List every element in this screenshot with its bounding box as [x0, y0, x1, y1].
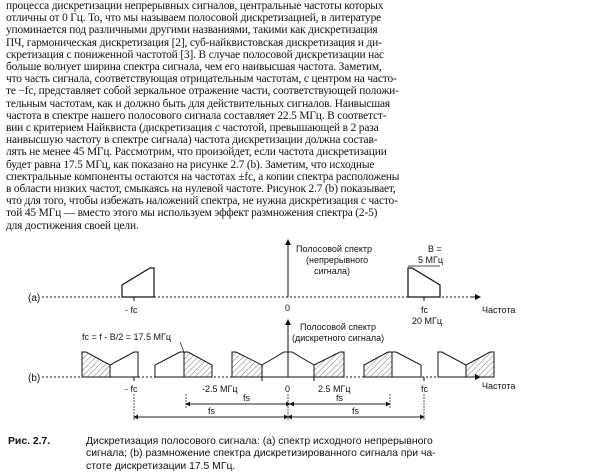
paragraph-line: спектральные компоненты остаются на частотах ±fc, а копии спектра расположены — [6, 170, 400, 183]
panel-b-copy-11 — [438, 352, 466, 377]
figure-caption — [8, 436, 588, 473]
panel-b-fs-2: fs — [336, 393, 344, 403]
panel-a-bandwidth-1: B = — [428, 244, 442, 254]
panel-b-fs-4: fs — [352, 406, 360, 416]
panel-a-zero: 0 — [285, 303, 291, 313]
paragraph-line: скретизация с пониженной частотой [3]. В случае полосовой дискретизации нас — [6, 48, 384, 61]
panel-b-copy-7 — [288, 352, 314, 377]
paragraph-line: той 45 МГц — вместо этого мы используем эффект размножения спектра (2-5) — [6, 207, 378, 220]
caption-label: Рис. 2.7. — [8, 436, 51, 447]
panel-a-spectrum-label-1: Полосовой спектр — [296, 244, 372, 254]
panel-b-label: (b) — [28, 373, 41, 384]
panel-b-copy-2 — [110, 352, 138, 377]
panel-b-copy-6 — [262, 352, 288, 377]
panel-b-formula: fc = f - B/2 = 17.5 МГц — [82, 332, 172, 342]
paragraph-line: отличны от 0 Гц. То, что мы называем полосовой дискретизацией, в литературе — [6, 12, 382, 25]
panel-a — [28, 240, 515, 326]
panel-b-pos-fc: fc — [421, 384, 429, 394]
panel-b-copy-8 — [314, 352, 344, 377]
paragraph-line: упоминается под различными другими названиями, такими как дискретизация — [6, 24, 378, 37]
panel-b-fs-1: fs — [243, 393, 251, 403]
paragraph-line: частота в спектре нашего полосового сигнала составляет 22.5 МГц. В соответст- — [6, 109, 387, 122]
panel-b-copy-3 — [155, 352, 184, 377]
panel-a-spectrum-label-2: (непрерывного — [306, 255, 369, 265]
panel-b-fs-arrows — [134, 393, 424, 420]
paragraph-line: в области низких частот, смыкаясь на нулевой частоте. Рисунок 2.7 (b) показывает, — [6, 183, 396, 196]
paragraph-line: будет равна 17.5 МГц, как показано на рисунке 2.7 (b). Заметим, что исходные — [6, 158, 375, 171]
panel-b-copy-5 — [232, 352, 262, 377]
panel-b-zero: 0 — [285, 384, 291, 394]
paragraph-line: что часть сигнала, соответствующая отрицательным частотам, с центром на часто- — [6, 73, 397, 86]
panel-a-neg-fc: - fc — [125, 305, 138, 315]
paragraph-line: ПЧ, гармоническая дискретизация [2], суб-найквистовская дискретизация и ди- — [6, 36, 382, 49]
panel-a-neg-spectrum — [122, 268, 154, 297]
paragraph-line: больше волнует ширина спектра сигнала, чем его наивысшая частота. Заметим, — [6, 61, 382, 74]
panel-b-spectrum-label-1: Полосовой спектр — [300, 322, 376, 332]
panel-b-pos-25: 2.5 МГц — [318, 384, 351, 394]
caption-line-2: сигнала; (b) размножение спектра дискретизированного сигнала при ча- — [86, 448, 436, 460]
paragraph-line: тельным частотам, как и должно быть для действительных сигналов. Наивысшая — [6, 97, 390, 110]
paragraph-line: процесса дискретизации непрерывных сигналов, центральные частоты которых — [6, 0, 384, 12]
panel-a-bandwidth-2: 5 МГц — [418, 255, 444, 265]
panel-a-pos-fc: fc — [421, 305, 429, 315]
panel-a-spectrum-label-3: сигнала) — [314, 266, 351, 276]
panel-b-neg-25: -2.5 МГц — [202, 384, 238, 394]
paragraph-line: вии с критерием Найквиста (дискретизация с частотой, превышающей в 2 раза — [6, 122, 379, 135]
panel-b-neg-fc: - fc — [125, 384, 138, 394]
panel-a-label: (a) — [28, 293, 41, 304]
paragraph-line: что для того, чтобы избежать наложений спектра, не нужна дискретизация с часто- — [6, 195, 398, 208]
panel-a-fc-value: 20 МГц — [412, 316, 443, 326]
panel-b-copy-1 — [82, 352, 110, 377]
panel-b-copy-12 — [466, 352, 494, 377]
panel-b-copy-4 — [184, 352, 212, 377]
panel-b — [28, 320, 515, 420]
panel-a-pos-spectrum — [408, 268, 440, 297]
panel-a-axis-label: Частота — [482, 305, 516, 315]
caption-line-1: Дискретизация полосового сигнала: (a) спектр исходного непрерывного — [86, 436, 433, 447]
panel-b-fs-3: fs — [208, 406, 216, 416]
panel-b-copy-9 — [364, 352, 392, 377]
paragraph-line: для достижения своей цели. — [6, 219, 139, 232]
panel-b-copy-10 — [392, 352, 421, 377]
paragraph-line: те −fc, представляет собой зеркальное отражение части, соответствующей положи- — [6, 85, 399, 98]
caption-line-3: стоте дискретизации 17.5 МГц. — [86, 460, 236, 472]
paragraph-line: наивысшую частоту в спектре сигнала) частота дискретизации должна состав- — [6, 134, 378, 147]
panel-b-spectrum-label-2: (дискретного сигнала) — [292, 333, 385, 343]
panel-b-axis-label: Частота — [482, 381, 516, 391]
paragraph-line: лять не менее 45 МГц. Рассмотрим, что произойдет, если частота дискретизации — [6, 146, 387, 159]
